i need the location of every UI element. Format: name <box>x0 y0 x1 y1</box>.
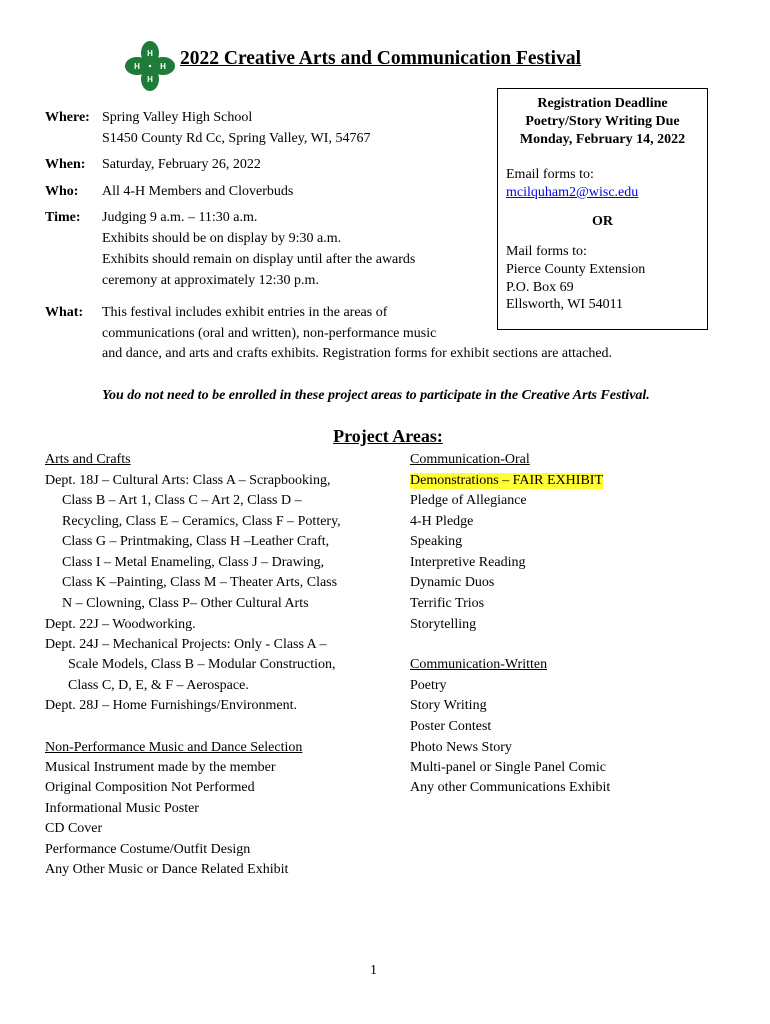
list-item: Terrific Trios <box>410 596 485 611</box>
project-areas-title: Project Areas: <box>333 426 443 446</box>
deadline-heading: Registration Deadline <box>537 96 668 111</box>
where-line: Spring Valley High School <box>102 110 253 125</box>
time-line: Judging 9 a.m. – 11:30 a.m. <box>102 210 258 225</box>
email-link[interactable]: mcilquham2@wisc.edu <box>506 185 639 200</box>
list-item: Dept. 28J – Home Furnishings/Environment. <box>45 698 297 713</box>
list-item: Dept. 24J – Mechanical Projects: Only - Class A – <box>45 637 327 652</box>
highlighted-item: Demonstrations – FAIR EXHIBIT <box>410 473 603 488</box>
svg-text:H: H <box>147 49 153 58</box>
list-item: Poster Contest <box>410 719 492 734</box>
list-item: Dynamic Duos <box>410 575 495 590</box>
list-item: Dept. 18J – Cultural Arts: Class A – Scrapbooking, <box>45 473 331 488</box>
list-item: Informational Music Poster <box>45 801 199 816</box>
svg-text:H: H <box>160 62 166 71</box>
arts-heading: Arts and Crafts <box>45 452 131 467</box>
four-leaf-clover-icon <box>125 40 175 96</box>
list-item: Any other Communications Exhibit <box>410 780 611 795</box>
list-item: Speaking <box>410 534 463 549</box>
list-item: Scale Models, Class B – Modular Construction, <box>68 657 336 672</box>
where-label: Where: <box>45 110 90 125</box>
list-item: Original Composition Not Performed <box>45 780 255 795</box>
what-line: This festival includes exhibit entries in the areas of <box>102 305 388 320</box>
list-item: Class G – Printmaking, Class H –Leather Craft, <box>62 534 330 549</box>
mail-line: Pierce County Extension <box>506 262 646 277</box>
list-item: Photo News Story <box>410 740 512 755</box>
list-item: Performance Costume/Outfit Design <box>45 842 251 857</box>
list-item: Class B – Art 1, Class C – Art 2, Class D – <box>62 493 302 508</box>
list-item: Recycling, Class E – Ceramics, Class F – Pottery, <box>62 514 341 529</box>
list-item: Dept. 22J – Woodworking. <box>45 617 196 632</box>
list-item: CD Cover <box>45 821 103 836</box>
list-item: Poetry <box>410 678 447 693</box>
time-label: Time: <box>45 210 81 225</box>
time-line: Exhibits should be on display by 9:30 a.m. <box>102 231 342 246</box>
deadline-heading: Poetry/Story Writing Due <box>525 114 680 129</box>
list-item: N – Clowning, Class P– Other Cultural Arts <box>62 596 309 611</box>
list-item: Storytelling <box>410 617 477 632</box>
who-value: All 4-H Members and Cloverbuds <box>102 184 294 199</box>
list-item: Multi-panel or Single Panel Comic <box>410 760 606 775</box>
svg-text:H: H <box>134 62 140 71</box>
time-line: Exhibits should remain on display until after the awards <box>102 252 416 267</box>
page-title: 2022 Creative Arts and Communication Festival <box>180 48 581 69</box>
oral-heading: Communication-Oral <box>410 452 530 467</box>
when-value: Saturday, February 26, 2022 <box>102 157 261 172</box>
list-item: Any Other Music or Dance Related Exhibit <box>45 862 289 877</box>
list-item: 4-H Pledge <box>410 514 474 529</box>
list-item: Story Writing <box>410 698 487 713</box>
list-item: Pledge of Allegiance <box>410 493 527 508</box>
mail-line: P.O. Box 69 <box>506 280 574 295</box>
time-line: ceremony at approximately 12:30 p.m. <box>102 273 319 288</box>
svg-text:H: H <box>147 75 153 84</box>
deadline-date: Monday, February 14, 2022 <box>519 132 686 147</box>
written-heading: Communication-Written <box>410 657 548 672</box>
registration-box <box>497 88 708 330</box>
mail-line: Mail forms to: <box>506 244 587 259</box>
what-line: communications (oral and written), non-performance music <box>102 326 437 341</box>
list-item: Class C, D, E, & F – Aerospace. <box>68 678 249 693</box>
or-divider: OR <box>592 214 613 229</box>
4h-clover-logo <box>125 40 175 96</box>
music-heading: Non-Performance Music and Dance Selection <box>45 740 303 755</box>
enrollment-note: You do not need to be enrolled in these project areas to participate in the Creative Arts Festival. <box>102 388 650 403</box>
who-label: Who: <box>45 184 79 199</box>
mail-line: Ellsworth, WI 54011 <box>506 297 624 312</box>
what-label: What: <box>45 305 84 320</box>
what-line: and dance, and arts and crafts exhibits. Registration forms for exhibit sections are attached. <box>102 346 613 361</box>
list-item: Interpretive Reading <box>410 555 526 570</box>
where-line: S1450 County Rd Cc, Spring Valley, WI, 54767 <box>102 131 371 146</box>
list-item: Class I – Metal Enameling, Class J – Drawing, <box>62 555 325 570</box>
list-item: Musical Instrument made by the member <box>45 760 276 775</box>
when-label: When: <box>45 157 86 172</box>
list-item: Class K –Painting, Class M – Theater Arts, Class <box>62 575 338 590</box>
email-label: Email forms to: <box>506 167 594 182</box>
page-number: 1 <box>370 963 377 978</box>
